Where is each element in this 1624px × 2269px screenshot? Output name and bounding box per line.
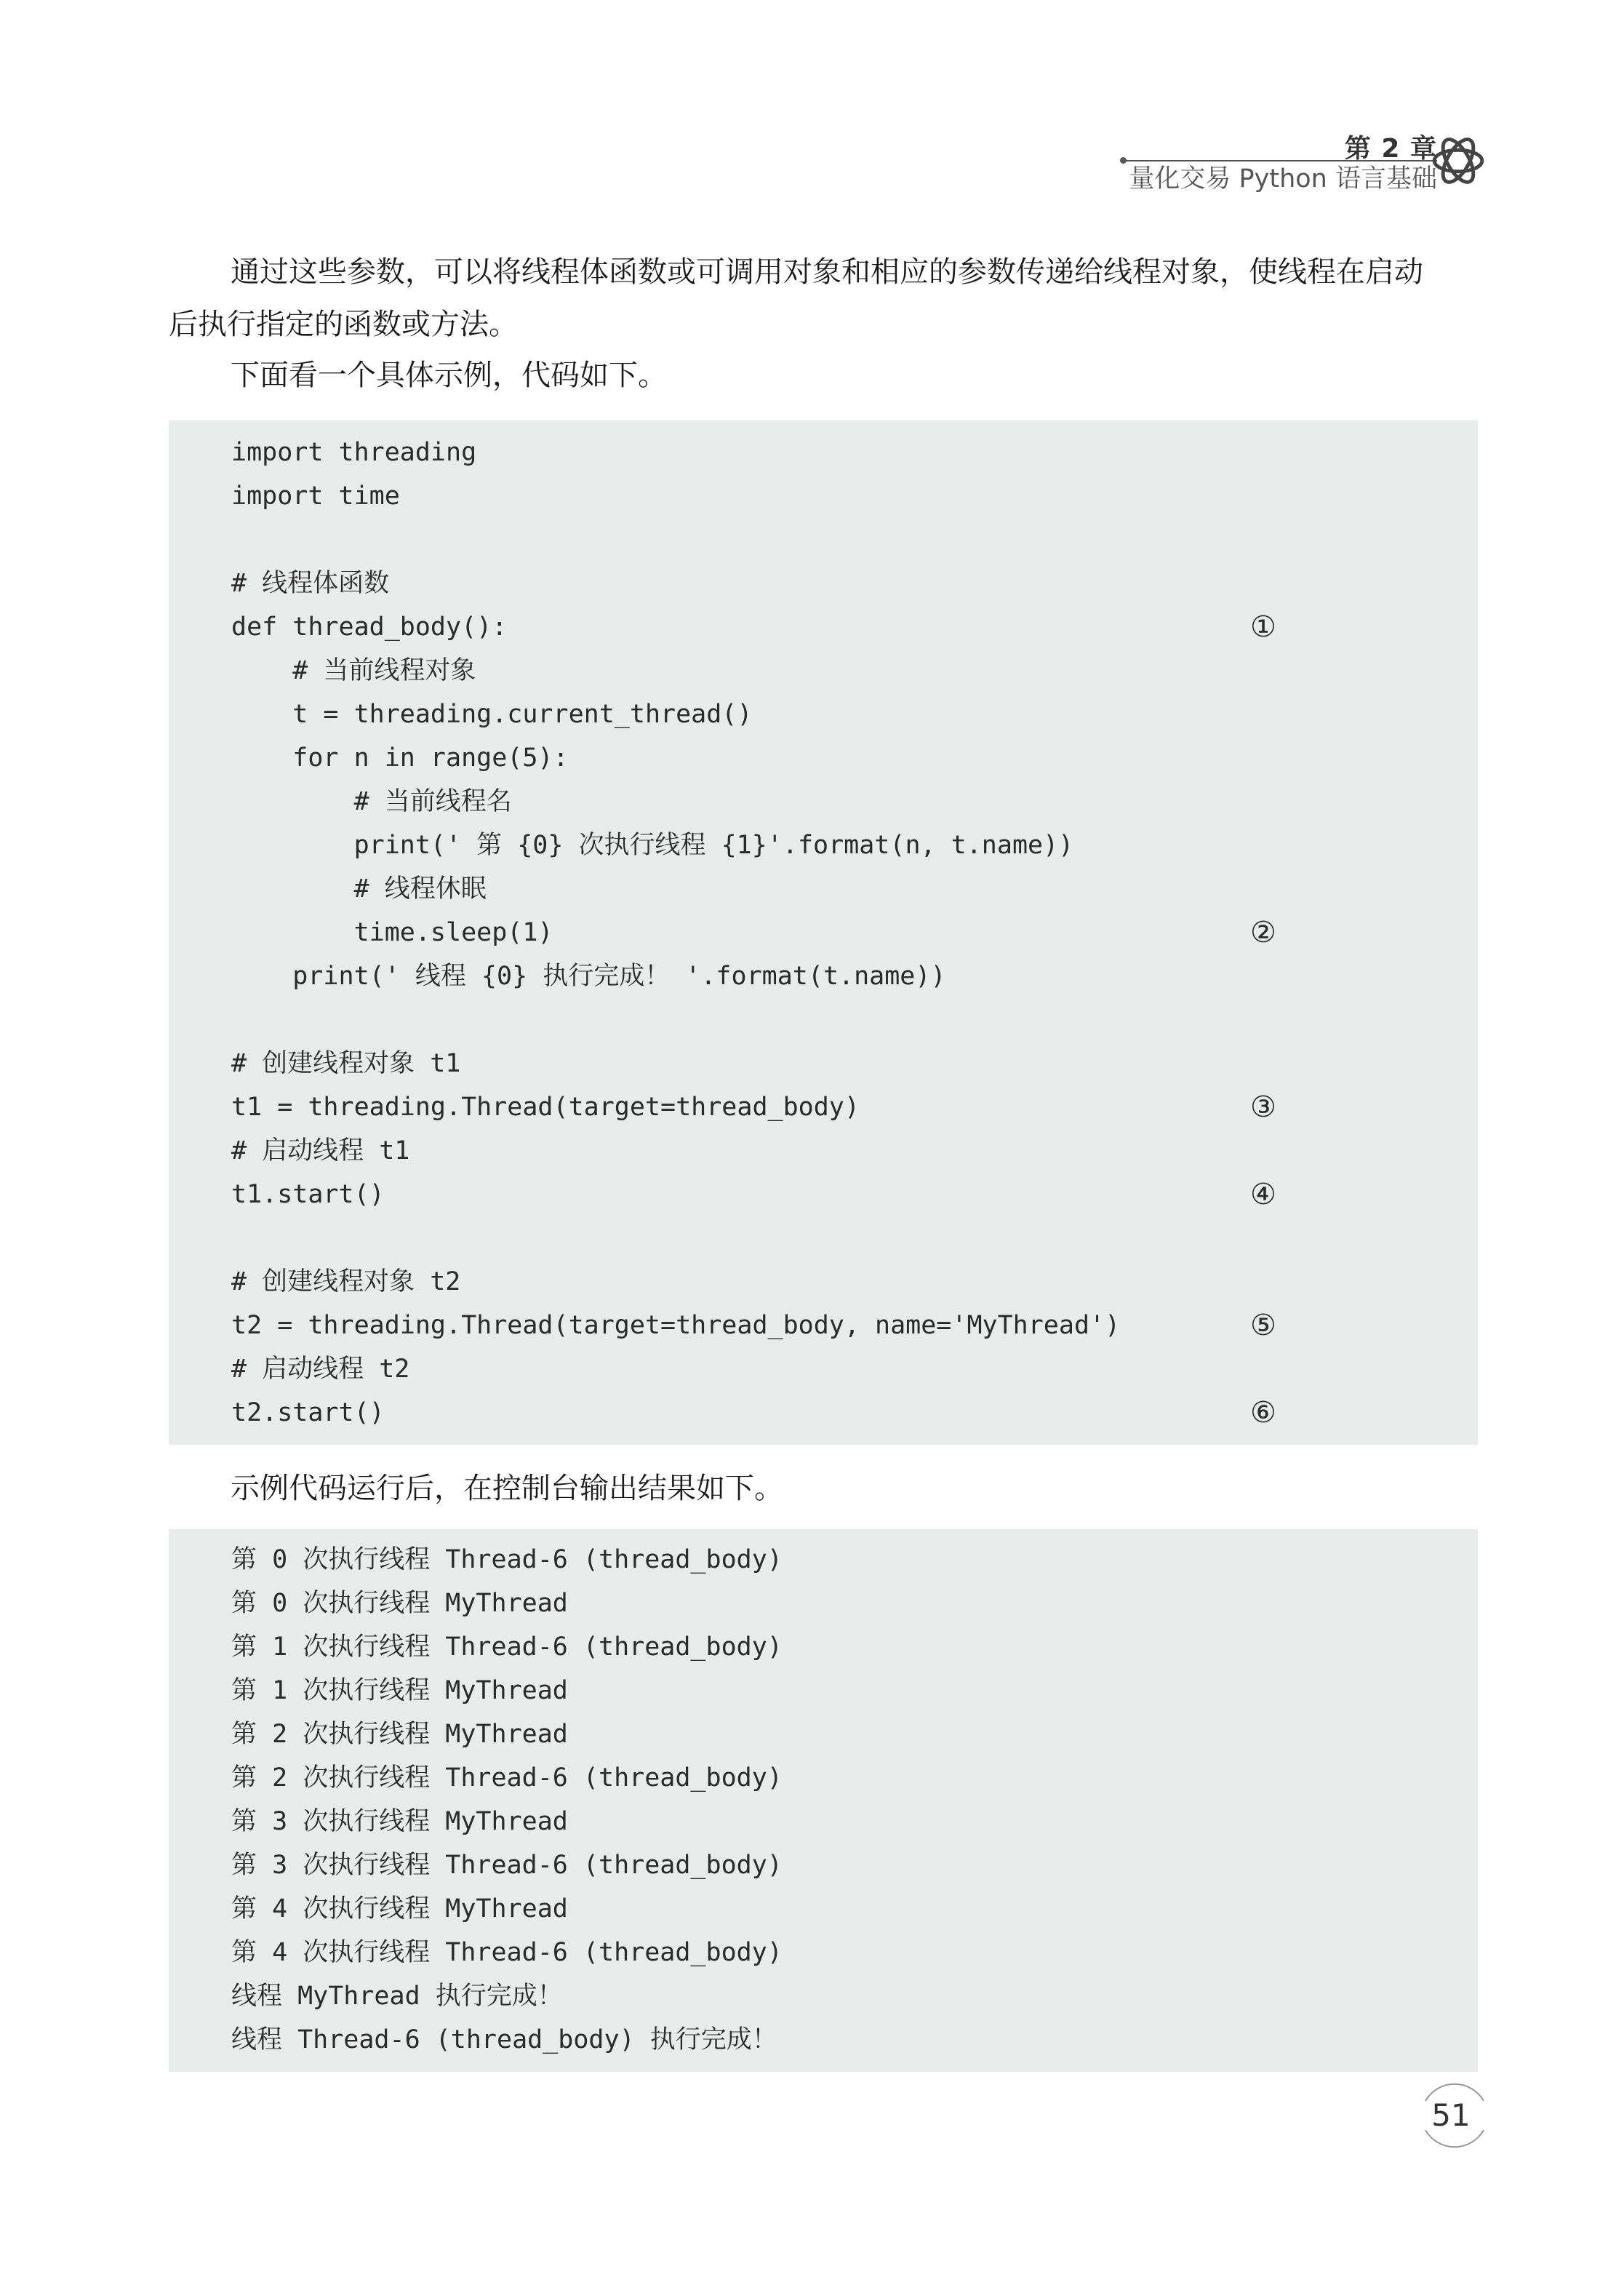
code-line: # 创建线程对象 t2 bbox=[231, 1267, 461, 1296]
callout-marker: ③ bbox=[1250, 1090, 1276, 1124]
output-line: 第 0 次执行线程 Thread-6 (thread_body) bbox=[231, 1545, 783, 1574]
code-line: # 线程休眠 bbox=[231, 874, 487, 904]
knot-logo-icon bbox=[1428, 131, 1488, 191]
code-line: print(' 线程 {0} 执行完成！ '.format(t.name)) bbox=[231, 962, 946, 991]
code-line: t1 = threading.Thread(target=thread_body) bbox=[231, 1093, 860, 1122]
running-header bbox=[1120, 128, 1447, 194]
chapter-title: 量化交易 Python 语言基础 bbox=[1129, 164, 1437, 194]
code-line: print(' 第 {0} 次执行线程 {1}'.format(n, t.name)) bbox=[231, 831, 1074, 860]
callout-marker: ⑤ bbox=[1250, 1309, 1276, 1342]
output-line: 第 4 次执行线程 MyThread bbox=[231, 1894, 568, 1923]
code-line: for n in range(5): bbox=[231, 743, 569, 773]
code-line: t2 = threading.Thread(target=thread_body, name='MyThread') bbox=[231, 1311, 1121, 1340]
callout-marker: ④ bbox=[1250, 1178, 1276, 1211]
page-number: 51 bbox=[1431, 2097, 1471, 2133]
code-line: # 启动线程 t2 bbox=[231, 1355, 410, 1384]
code-line: import time bbox=[231, 482, 400, 511]
code-line: # 当前线程名 bbox=[231, 787, 512, 816]
output-line: 第 1 次执行线程 MyThread bbox=[231, 1676, 568, 1705]
output-line: 第 4 次执行线程 Thread-6 (thread_body) bbox=[231, 1938, 783, 1967]
code-line: t = threading.current_thread() bbox=[231, 700, 753, 729]
callout-marker: ① bbox=[1250, 610, 1276, 644]
code-line: # 启动线程 t1 bbox=[231, 1136, 410, 1165]
code-block bbox=[169, 420, 1478, 1445]
output-line: 第 1 次执行线程 Thread-6 (thread_body) bbox=[231, 1632, 783, 1662]
output-line: 第 3 次执行线程 Thread-6 (thread_body) bbox=[231, 1851, 783, 1880]
code-line: # 创建线程对象 t1 bbox=[231, 1049, 461, 1078]
intro-paragraph bbox=[169, 246, 1478, 351]
output-line: 第 2 次执行线程 Thread-6 (thread_body) bbox=[231, 1763, 783, 1793]
code-line: # 线程体函数 bbox=[231, 569, 390, 598]
output-line: 第 0 次执行线程 MyThread bbox=[231, 1589, 568, 1618]
output-line: 线程 Thread-6 (thread_body) 执行完成！ bbox=[231, 2025, 777, 2054]
output-line: 第 2 次执行线程 MyThread bbox=[231, 1720, 568, 1749]
output-line: 第 3 次执行线程 MyThread bbox=[231, 1807, 568, 1836]
code-line: time.sleep(1) bbox=[231, 918, 553, 947]
output-line: 线程 MyThread 执行完成！ bbox=[231, 1982, 563, 2011]
example-intro bbox=[169, 349, 1478, 402]
example-intro-text: 下面看一个具体示例，代码如下。 bbox=[231, 359, 667, 392]
code-line: import threading bbox=[231, 438, 477, 467]
chapter-label: 第 2 章 bbox=[1344, 134, 1437, 164]
output-intro-text: 示例代码运行后，在控制台输出结果如下。 bbox=[231, 1472, 783, 1505]
callout-marker: ⑥ bbox=[1250, 1396, 1276, 1429]
code-line: t1.start() bbox=[231, 1180, 385, 1209]
code-line: def thread_body(): bbox=[231, 613, 508, 642]
paragraph-line: 通过这些参数，可以将线程体函数或可调用对象和相应的参数传递给线程对象，使线程在启动 bbox=[231, 255, 1423, 289]
code-line: t2.start() bbox=[231, 1398, 385, 1427]
code-line: # 当前线程对象 bbox=[231, 656, 476, 685]
paragraph-line: 后执行指定的函数或方法。 bbox=[169, 308, 518, 341]
console-output-block bbox=[169, 1529, 1478, 2072]
output-intro bbox=[169, 1462, 1478, 1515]
callout-marker: ② bbox=[1250, 916, 1276, 949]
